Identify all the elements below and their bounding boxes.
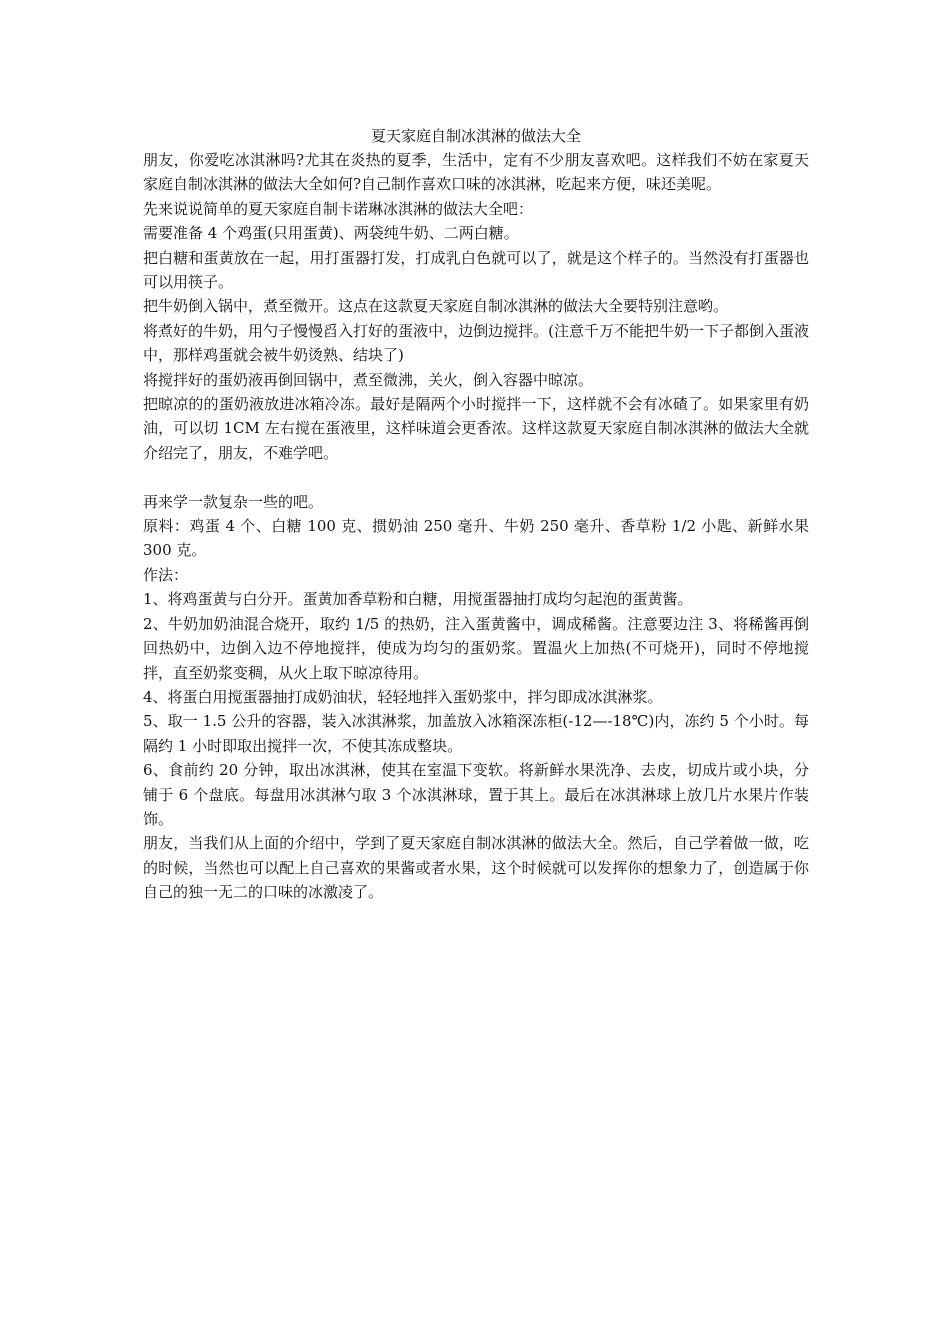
paragraph-simple-recipe-heading: 先来说说简单的夏天家庭自制卡诺琳冰淇淋的做法大全吧： xyxy=(143,199,534,218)
paragraph-step-6: 6、食前约 20 分钟，取出冰淇淋，使其在室温下变软。将新鲜水果洗净、去皮，切成片或小块，分铺于 6 个盘底。每盘用冰淇淋勺取 3 个冰淇淋球，置于其上。最后在冰淇淋球上放几片水果片作装饰。 xyxy=(143,761,809,828)
blank-line xyxy=(143,465,809,489)
paragraph-method-label: 作法： xyxy=(143,565,189,584)
paragraph-complex-recipe-heading: 再来学一款复杂一些的吧。 xyxy=(143,492,324,511)
paragraph-ingredients: 原料：鸡蛋 4 个、白糖 100 克、掼奶油 250 毫升、牛奶 250 毫升、香草粉 1/2 小匙、新鲜水果 300 克。 xyxy=(143,517,809,560)
paragraph-intro: 朋友，你爱吃冰淇淋吗?尤其在炎热的夏季，生活中，定有不少朋友喜欢吧。这样我们不妨在家夏天家庭自制冰淇淋的做法大全如何?自己制作喜欢口味的冰淇淋，吃起来方便，味还美呢。 xyxy=(143,151,809,194)
paragraph-step-reheat: 将搅拌好的蛋奶液再倒回锅中，煮至微沸，关火，倒入容器中晾凉。 xyxy=(143,370,594,389)
paragraph-step-5: 5、取一 1.5 公升的容器，装入冰淇淋浆，加盖放入冰箱深冻柜(-12—-18℃)内，冻约 5 个小时。每隔约 1 小时即取出搅拌一次，不使其冻成整块。 xyxy=(143,712,809,755)
paragraph-simple-ingredients: 需要准备 4 个鸡蛋(只用蛋黄)、两袋纯牛奶、二两白糖。 xyxy=(143,224,519,243)
paragraph-step-2-3: 2、牛奶加奶油混合烧开，取约 1/5 的热奶，注入蛋黄酱中，调成稀酱。注意要边注 3、将稀酱再倒回热奶中，边倒入边不停地搅拌，使成为均匀的蛋奶浆。置温火上加热(不可烧开)，同时不停地搅拌，直至奶浆变稠，从火上取下晾凉待用。 xyxy=(143,614,809,682)
paragraph-step-boil-milk: 把牛奶倒入锅中，煮至微开。这点在这款夏天家庭自制冰淇淋的做法大全要特别注意哟。 xyxy=(143,297,729,316)
paragraph-step-freeze: 把晾凉的的蛋奶液放进冰箱冷冻。最好是隔两个小时搅拌一下，这样就不会有冰碴了。如果家里有奶油，可以切 1CM 左右搅在蛋液里，这样味道会更香浓。这样这款夏天家庭自制冰淇淋的做法大全就介绍完了，朋友，不难学吧。 xyxy=(143,395,809,462)
paragraph-conclusion: 朋友，当我们从上面的介绍中，学到了夏天家庭自制冰淇淋的做法大全。然后，自己学着做一做，吃的时候，当然也可以配上自己喜欢的果酱或者水果，这个时候就可以发挥你的想象力了，创造属于你自己的独一无二的口味的冰激凌了。 xyxy=(143,834,809,902)
document-page xyxy=(143,124,809,905)
document-title: 夏天家庭自制冰淇淋的做法大全 xyxy=(370,127,581,145)
paragraph-step-1: 1、将鸡蛋黄与白分开。蛋黄加香草粉和白糖，用搅蛋器抽打成均匀起泡的蛋黄酱。 xyxy=(143,590,693,609)
paragraph-step-4: 4、将蛋白用搅蛋器抽打成奶油状，轻轻地拌入蛋奶浆中，拌匀即成冰淇淋浆。 xyxy=(143,687,663,706)
paragraph-step-whisk: 把白糖和蛋黄放在一起，用打蛋器打发，打成乳白色就可以了，就是这个样子的。当然没有打蛋器也可以用筷子。 xyxy=(143,248,809,292)
paragraph-step-mix: 将煮好的牛奶，用勺子慢慢舀入打好的蛋液中，边倒边搅拌。(注意千万不能把牛奶一下子都倒入蛋液中，那样鸡蛋就会被牛奶烫熟、结块了) xyxy=(143,321,809,365)
